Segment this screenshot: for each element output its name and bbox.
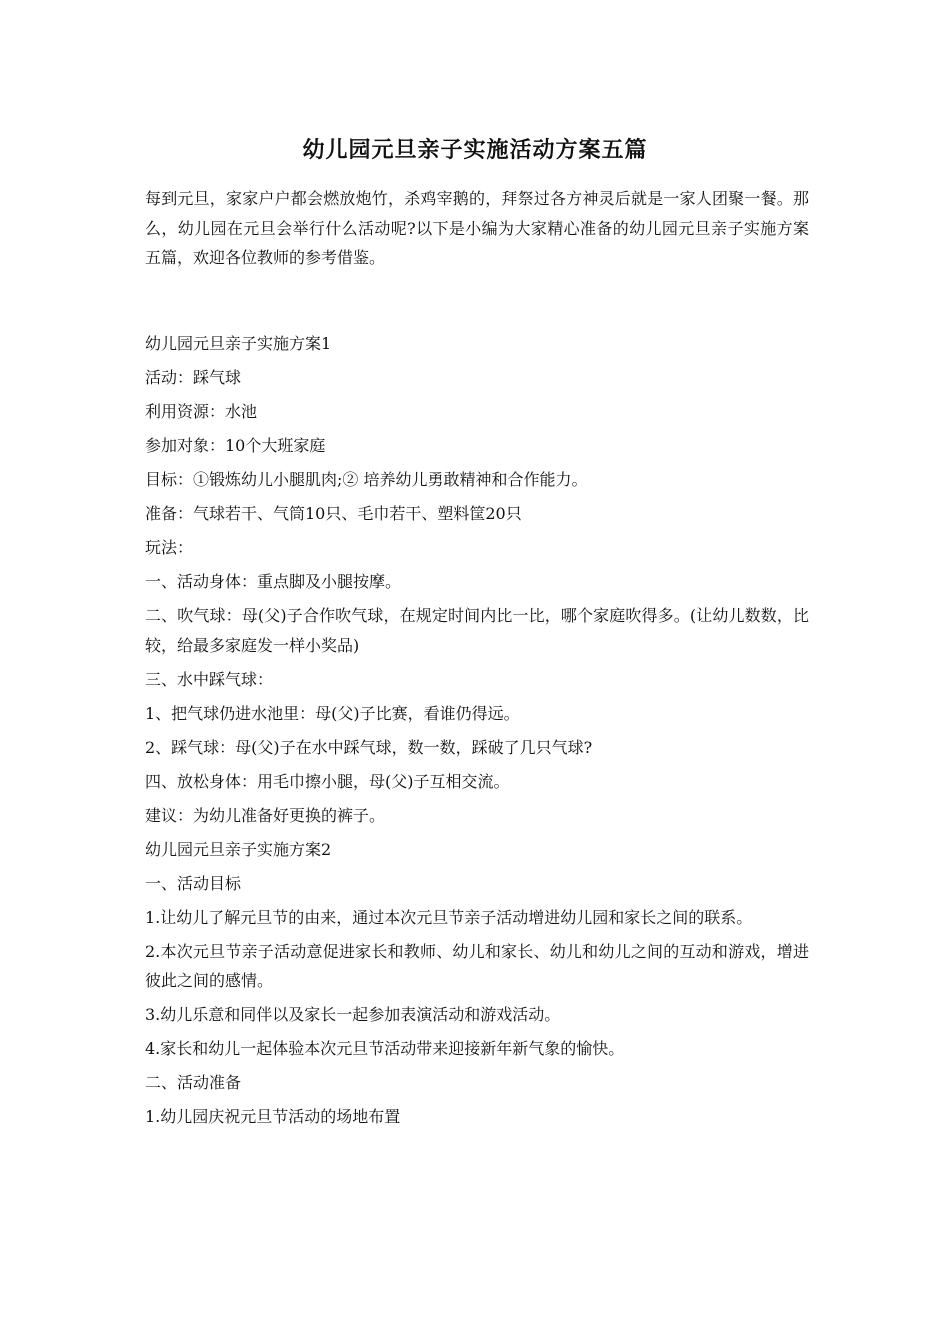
paragraph: 一、活动身体：重点脚及小腿按摩。 <box>145 572 402 591</box>
paragraph: 2.本次元旦节亲子活动意促进家长和教师、幼儿和家长、幼儿和幼儿之间的互动和游戏，增进彼此之间的感情。 <box>145 941 809 990</box>
paragraph: 一、活动目标 <box>145 873 242 893</box>
intro-section <box>145 184 809 273</box>
paragraph: 参加对象：10个大班家庭 <box>145 436 326 455</box>
section-heading-plan-2: 幼儿园元旦亲子实施方案2 <box>145 839 332 859</box>
paragraph: 二、活动准备 <box>145 1073 242 1092</box>
paragraph: 三、水中踩气球： <box>145 669 274 689</box>
paragraph: 四、放松身体：用毛巾擦小腿，母(父)子互相交流。 <box>145 771 510 791</box>
paragraph: 3.幼儿乐意和同伴以及家长一起参加表演活动和游戏活动。 <box>145 1005 561 1024</box>
paragraph: 1.幼儿园庆祝元旦节活动的场地布置 <box>145 1107 401 1126</box>
paragraph: 目标：①锻炼幼儿小腿肌肉;② 培养幼儿勇敢精神和合作能力。 <box>145 470 588 489</box>
paragraph: 2、踩气球：母(父)子在水中踩气球，数一数，踩破了几只气球? <box>145 737 593 757</box>
document-title: 幼儿园元旦亲子实施活动方案五篇 <box>302 137 648 163</box>
paragraph: 建议：为幼儿准备好更换的裤子。 <box>145 805 386 825</box>
paragraph: 二、吹气球：母(父)子合作吹气球，在规定时间内比一比，哪个家庭吹得多。(让幼儿数数，比较，给最多家庭发一样小奖品) <box>145 606 809 655</box>
section-heading-plan-1: 幼儿园元旦亲子实施方案1 <box>145 334 332 353</box>
paragraph: 活动：踩气球 <box>145 368 242 387</box>
paragraph: 1.让幼儿了解元旦节的由来，通过本次元旦节亲子活动增进幼儿园和家长之间的联系。 <box>145 907 753 927</box>
paragraph: 玩法： <box>145 538 194 557</box>
paragraph: 4.家长和幼儿一起体验本次元旦节活动带来迎接新年新气象的愉快。 <box>145 1039 625 1058</box>
paragraph: 1、把气球仍进水池里：母(父)子比赛，看谁仍得远。 <box>145 703 520 723</box>
paragraph: 利用资源：水池 <box>145 402 258 421</box>
intro-paragraph: 每到元旦，家家户户都会燃放炮竹，杀鸡宰鹅的，拜祭过各方神灵后就是一家人团聚一餐。那么，幼儿园在元旦会举行什么活动呢?以下是小编为大家精心准备的幼儿园元旦亲子实施方案五篇，欢迎各位教师的参考借鉴。 <box>145 189 809 267</box>
paragraph: 准备：气球若干、气筒10只、毛巾若干、塑料筐20只 <box>145 504 522 523</box>
document-body <box>145 329 809 1136</box>
